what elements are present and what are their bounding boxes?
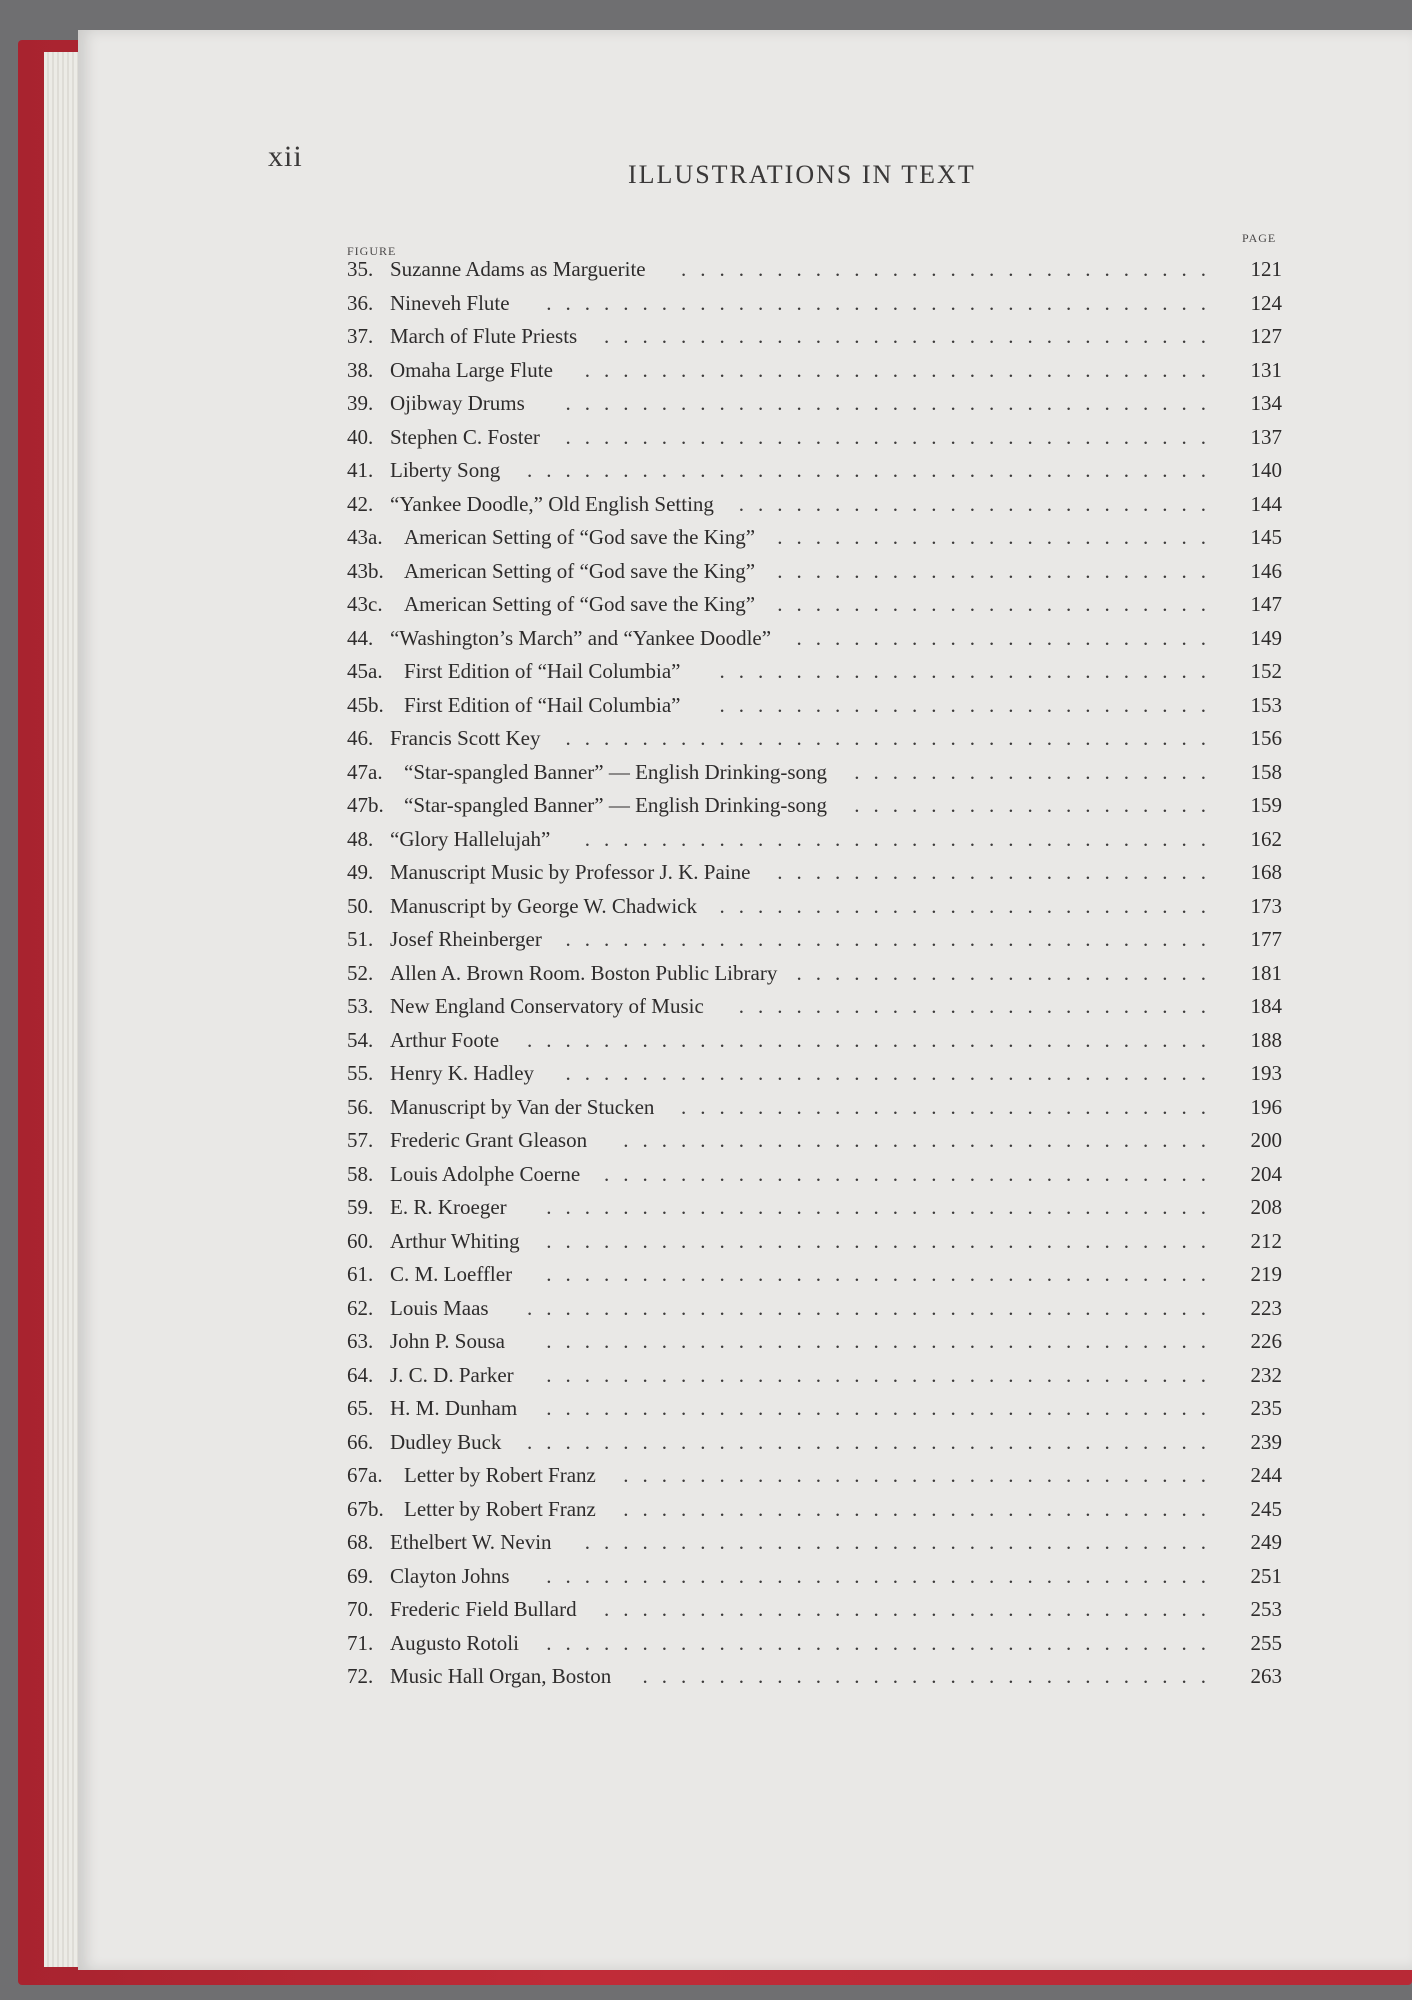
page-ref: 219 — [1250, 1262, 1282, 1286]
page-ref: 223 — [1250, 1295, 1282, 1320]
figure-number: 68. — [347, 1530, 374, 1554]
page-ref: 173 — [1250, 893, 1282, 918]
dot-leader: .................................... — [527, 458, 1220, 482]
figure-number: 48. — [347, 826, 374, 851]
figure-title: Letter by Robert Franz — [404, 1463, 596, 1487]
figure-number: 55. — [347, 1061, 374, 1085]
dot-leader: ......................... — [738, 491, 1220, 516]
figure-title: Nineveh Flute — [390, 290, 510, 315]
list-item — [347, 521, 1282, 555]
list-item — [347, 488, 1282, 522]
list-item — [347, 1191, 1282, 1225]
dot-leader: .......................... — [719, 893, 1220, 918]
figure-number: 39. — [347, 391, 374, 415]
dot-leader: ....................... — [777, 860, 1220, 884]
page-ref: 121 — [1250, 257, 1282, 281]
figure-title: American Setting of “God save the King” — [404, 558, 756, 583]
figure-number: 43a. — [347, 525, 383, 549]
figure-number: 40. — [347, 424, 374, 449]
figure-title: Letter by Robert Franz — [404, 1496, 596, 1521]
figure-number: 51. — [347, 927, 374, 951]
figure-title: Frederic Grant Gleason — [390, 1128, 588, 1152]
dot-leader: ...................... — [796, 960, 1220, 985]
page-column-header: PAGE — [1242, 231, 1277, 245]
list-item — [347, 421, 1282, 455]
page-ref: 168 — [1250, 860, 1282, 884]
page-ref: 249 — [1250, 1530, 1282, 1554]
figure-title: Francis Scott Key — [390, 726, 541, 750]
figure-column-header: FIGURE — [347, 244, 397, 258]
figure-number: 57. — [347, 1128, 374, 1152]
figure-number: 36. — [347, 290, 374, 315]
page-ref: 232 — [1250, 1362, 1282, 1387]
list-item — [347, 990, 1282, 1024]
figure-title: Ojibway Drums — [390, 391, 525, 415]
list-item — [347, 1091, 1282, 1125]
dot-leader: ................................... — [546, 1262, 1220, 1286]
page-ref: 184 — [1250, 994, 1282, 1018]
page-ref: 177 — [1250, 927, 1282, 951]
dot-leader: ............................... — [623, 1128, 1220, 1152]
figure-number: 65. — [347, 1396, 374, 1420]
figure-title: Josef Rheinberger — [390, 927, 542, 951]
figure-title: Frederic Field Bullard — [390, 1597, 577, 1621]
page-ref: 131 — [1250, 357, 1282, 382]
list-item — [347, 890, 1282, 924]
figure-title: Louis Adolphe Coerne — [390, 1161, 581, 1186]
figure-title: Suzanne Adams as Marguerite — [390, 257, 646, 281]
figure-number: 58. — [347, 1161, 374, 1186]
figure-number: 62. — [347, 1295, 374, 1320]
figure-number: 66. — [347, 1429, 374, 1454]
list-item — [347, 1057, 1282, 1091]
figure-title: Ethelbert W. Nevin — [390, 1530, 552, 1554]
page-ref: 251 — [1250, 1563, 1282, 1588]
list-item — [347, 923, 1282, 957]
page-ref: 244 — [1250, 1463, 1282, 1487]
dot-leader: ................................. — [584, 1530, 1220, 1554]
figure-number: 69. — [347, 1563, 374, 1588]
list-item — [347, 287, 1282, 321]
dot-leader: ................................ — [604, 1161, 1220, 1186]
list-item — [347, 253, 1282, 287]
figure-title: March of Flute Priests — [390, 324, 578, 348]
dot-leader: ....................... — [777, 592, 1220, 616]
figure-number: 67a. — [347, 1463, 383, 1487]
dot-leader: ................... — [854, 793, 1220, 817]
page-ref: 156 — [1250, 726, 1282, 750]
figure-title: Augusto Rotoli — [390, 1630, 519, 1655]
dot-leader: ............................ — [681, 257, 1220, 281]
dot-leader: ................................... — [546, 1396, 1220, 1420]
page-ref: 253 — [1250, 1597, 1282, 1621]
figure-title: C. M. Loeffler — [390, 1262, 513, 1286]
figure-title: First Edition of “Hail Columbia” — [404, 659, 681, 683]
figure-number: 50. — [347, 893, 374, 918]
list-item — [347, 1593, 1282, 1627]
list-item — [347, 722, 1282, 756]
list-item — [347, 1359, 1282, 1393]
dot-leader: .................................. — [565, 726, 1220, 750]
figure-number: 60. — [347, 1228, 374, 1253]
figure-number: 59. — [347, 1195, 374, 1219]
figure-title: “Star-spangled Banner” — English Drinking-song — [404, 759, 827, 784]
figure-number: 70. — [347, 1597, 374, 1621]
dot-leader: .......................... — [719, 692, 1220, 717]
figure-number: 56. — [347, 1094, 374, 1119]
figure-title: Manuscript by George W. Chadwick — [390, 893, 697, 918]
list-item — [347, 1459, 1282, 1493]
figure-number: 47a. — [347, 759, 383, 784]
page-ref: 235 — [1250, 1396, 1282, 1420]
figure-number: 43b. — [347, 558, 384, 583]
figure-title: Music Hall Organ, Boston — [390, 1664, 612, 1688]
page-ref: 212 — [1250, 1228, 1282, 1253]
list-item — [347, 789, 1282, 823]
dot-leader: ............................... — [623, 1463, 1220, 1487]
illustrations-list — [347, 253, 1282, 1694]
page-ref: 226 — [1250, 1329, 1282, 1353]
dot-leader: .................................. — [565, 391, 1220, 415]
figure-title: H. M. Dunham — [390, 1396, 518, 1420]
page-ref: 196 — [1250, 1094, 1282, 1119]
list-item — [347, 756, 1282, 790]
list-item — [347, 588, 1282, 622]
figure-title: “Washington’s March” and “Yankee Doodle” — [390, 625, 772, 650]
list-item — [347, 1426, 1282, 1460]
dot-leader: ................................. — [584, 826, 1220, 851]
page-ref: 152 — [1250, 659, 1282, 683]
page-ref: 137 — [1250, 424, 1282, 449]
figure-title: First Edition of “Hail Columbia” — [404, 692, 681, 717]
list-item — [347, 655, 1282, 689]
dot-leader: ................................. — [584, 357, 1220, 382]
dot-leader: .......................... — [719, 659, 1220, 683]
list-item — [347, 856, 1282, 890]
figure-number: 45b. — [347, 692, 384, 717]
figure-number: 61. — [347, 1262, 374, 1286]
figure-number: 71. — [347, 1630, 374, 1655]
dot-leader: ....................... — [777, 525, 1220, 549]
figure-number: 64. — [347, 1362, 374, 1387]
list-item — [347, 454, 1282, 488]
figure-title: Stephen C. Foster — [390, 424, 540, 449]
page-ref: 149 — [1250, 625, 1282, 650]
figure-title: “Yankee Doodle,” Old English Setting — [390, 491, 714, 516]
page-ref: 245 — [1250, 1496, 1282, 1521]
figure-title: Henry K. Hadley — [390, 1061, 535, 1085]
figure-title: American Setting of “God save the King” — [404, 525, 756, 549]
figure-number: 37. — [347, 324, 374, 348]
figure-title: E. R. Kroeger — [390, 1195, 507, 1219]
figure-title: American Setting of “God save the King” — [404, 592, 756, 616]
figure-title: Clayton Johns — [390, 1563, 510, 1588]
page-ref: 162 — [1250, 826, 1282, 851]
list-item — [347, 555, 1282, 589]
list-item — [347, 1627, 1282, 1661]
list-item — [347, 1292, 1282, 1326]
dot-leader: ................................... — [546, 1630, 1220, 1655]
figure-number: 72. — [347, 1664, 374, 1688]
dot-leader: ................................ — [604, 324, 1220, 348]
dot-leader: ................... — [854, 759, 1220, 784]
page-ref: 145 — [1250, 525, 1282, 549]
dot-leader: ................................ — [604, 1597, 1220, 1621]
page-ref: 144 — [1250, 491, 1282, 516]
dot-leader: .................................. — [565, 1061, 1220, 1085]
figure-number: 49. — [347, 860, 374, 884]
list-item — [347, 1493, 1282, 1527]
figure-number: 47b. — [347, 793, 384, 817]
dot-leader: .................................... — [527, 1295, 1220, 1320]
page-ref: 140 — [1250, 458, 1282, 482]
page-ref: 146 — [1250, 558, 1282, 583]
dot-leader: ............................ — [681, 1094, 1220, 1119]
list-item — [347, 1560, 1282, 1594]
figure-number: 38. — [347, 357, 374, 382]
page-ref: 181 — [1250, 960, 1282, 985]
figure-title: Arthur Whiting — [390, 1228, 520, 1253]
figure-number: 52. — [347, 960, 374, 985]
figure-number: 53. — [347, 994, 374, 1018]
list-item — [347, 1124, 1282, 1158]
page-ref: 159 — [1250, 793, 1282, 817]
figure-number: 44. — [347, 625, 374, 650]
figure-number: 42. — [347, 491, 374, 516]
figure-title: Allen A. Brown Room. Boston Public Library — [390, 960, 778, 985]
dot-leader: ............................... — [623, 1496, 1220, 1521]
figure-title: Manuscript by Van der Stucken — [390, 1094, 655, 1119]
dot-leader: .................................... — [527, 1027, 1220, 1052]
list-item — [347, 1660, 1282, 1694]
list-item — [347, 1024, 1282, 1058]
figure-number: 35. — [347, 257, 374, 281]
dot-leader: .................................. — [565, 424, 1220, 449]
dot-leader: ................................... — [546, 290, 1220, 315]
figure-title: Manuscript Music by Professor J. K. Paine — [390, 860, 751, 884]
dot-leader: ................................... — [546, 1195, 1220, 1219]
page-ref: 263 — [1250, 1664, 1282, 1688]
figure-title: “Glory Hallelujah” — [390, 826, 551, 851]
dot-leader: ....................... — [777, 558, 1220, 583]
figure-number: 45a. — [347, 659, 383, 683]
list-item — [347, 1392, 1282, 1426]
list-item — [347, 1258, 1282, 1292]
page-ref: 147 — [1250, 592, 1282, 616]
list-item — [347, 1325, 1282, 1359]
figure-title: Liberty Song — [390, 458, 501, 482]
list-item — [347, 689, 1282, 723]
page-ref: 134 — [1250, 391, 1282, 415]
figure-title: Omaha Large Flute — [390, 357, 553, 382]
dot-leader: ................................... — [546, 1362, 1220, 1387]
list-item — [347, 957, 1282, 991]
figure-number: 43c. — [347, 592, 383, 616]
figure-title: Arthur Foote — [390, 1027, 500, 1052]
list-item — [347, 387, 1282, 421]
figure-number: 63. — [347, 1329, 374, 1353]
page-ref: 255 — [1250, 1630, 1282, 1655]
figure-title: Dudley Buck — [390, 1429, 502, 1454]
list-item — [347, 823, 1282, 857]
dot-leader: .................................... — [527, 1429, 1220, 1454]
figure-title: Louis Maas — [390, 1295, 489, 1320]
figure-title: “Star-spangled Banner” — English Drinking-song — [404, 793, 827, 817]
dot-leader: ......................... — [738, 994, 1220, 1018]
figure-number: 67b. — [347, 1496, 384, 1521]
list-item — [347, 1526, 1282, 1560]
figure-number: 41. — [347, 458, 374, 482]
page-ref: 239 — [1250, 1429, 1282, 1454]
list-item — [347, 622, 1282, 656]
figure-number: 54. — [347, 1027, 374, 1052]
page-ref: 127 — [1250, 324, 1282, 348]
page-ref: 193 — [1250, 1061, 1282, 1085]
page-ref: 204 — [1250, 1161, 1282, 1186]
page-ref: 188 — [1250, 1027, 1282, 1052]
page-ref: 158 — [1250, 759, 1282, 784]
dot-leader: ...................... — [796, 625, 1220, 650]
page-ref: 153 — [1250, 692, 1282, 717]
figure-title: New England Conservatory of Music — [390, 994, 704, 1018]
figure-title: John P. Sousa — [390, 1329, 505, 1353]
figure-number: 46. — [347, 726, 374, 750]
list-item — [347, 1158, 1282, 1192]
dot-leader: ................................... — [546, 1563, 1220, 1588]
page-ref: 200 — [1250, 1128, 1282, 1152]
dot-leader: .............................. — [642, 1664, 1220, 1688]
dot-leader: .................................. — [565, 927, 1220, 951]
list-item — [347, 1225, 1282, 1259]
dot-leader: ................................... — [546, 1329, 1220, 1353]
dot-leader: ................................... — [546, 1228, 1220, 1253]
page-ref: 208 — [1250, 1195, 1282, 1219]
list-item — [347, 354, 1282, 388]
figure-title: J. C. D. Parker — [390, 1362, 514, 1387]
page-ref: 124 — [1250, 290, 1282, 315]
list-item — [347, 320, 1282, 354]
running-title: ILLUSTRATIONS IN TEXT — [628, 160, 976, 189]
page-number: xii — [268, 140, 303, 173]
